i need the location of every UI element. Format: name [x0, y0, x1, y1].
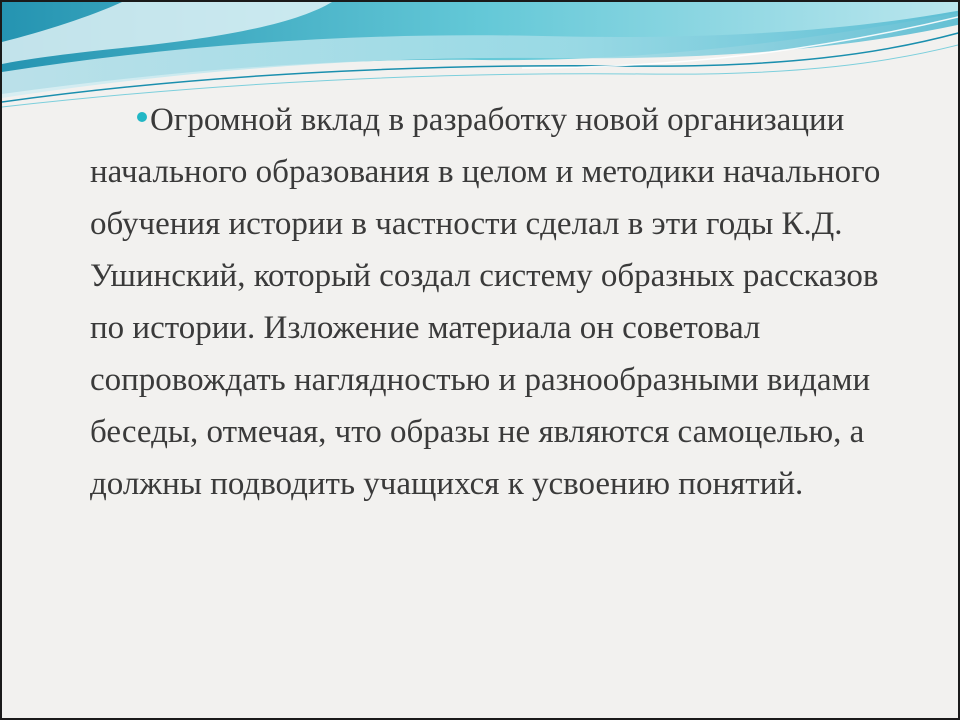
bullet-text: Огромной вклад в разработку новой организации начального образования в целом и методики начального обучения истории в частности сделал в эти годы К.Д. Ушинский, который создал систему образных рассказов по истории. Изложение материала он советовал сопровождать наглядностью и разнообразными видами беседы, отмечая, что образы не являются самоцелью, а должны подводить учащихся к усвоению понятий. [90, 102, 881, 502]
bullet-paragraph [90, 94, 890, 510]
bullet-dot-icon [137, 112, 147, 122]
slide-body [90, 94, 890, 510]
